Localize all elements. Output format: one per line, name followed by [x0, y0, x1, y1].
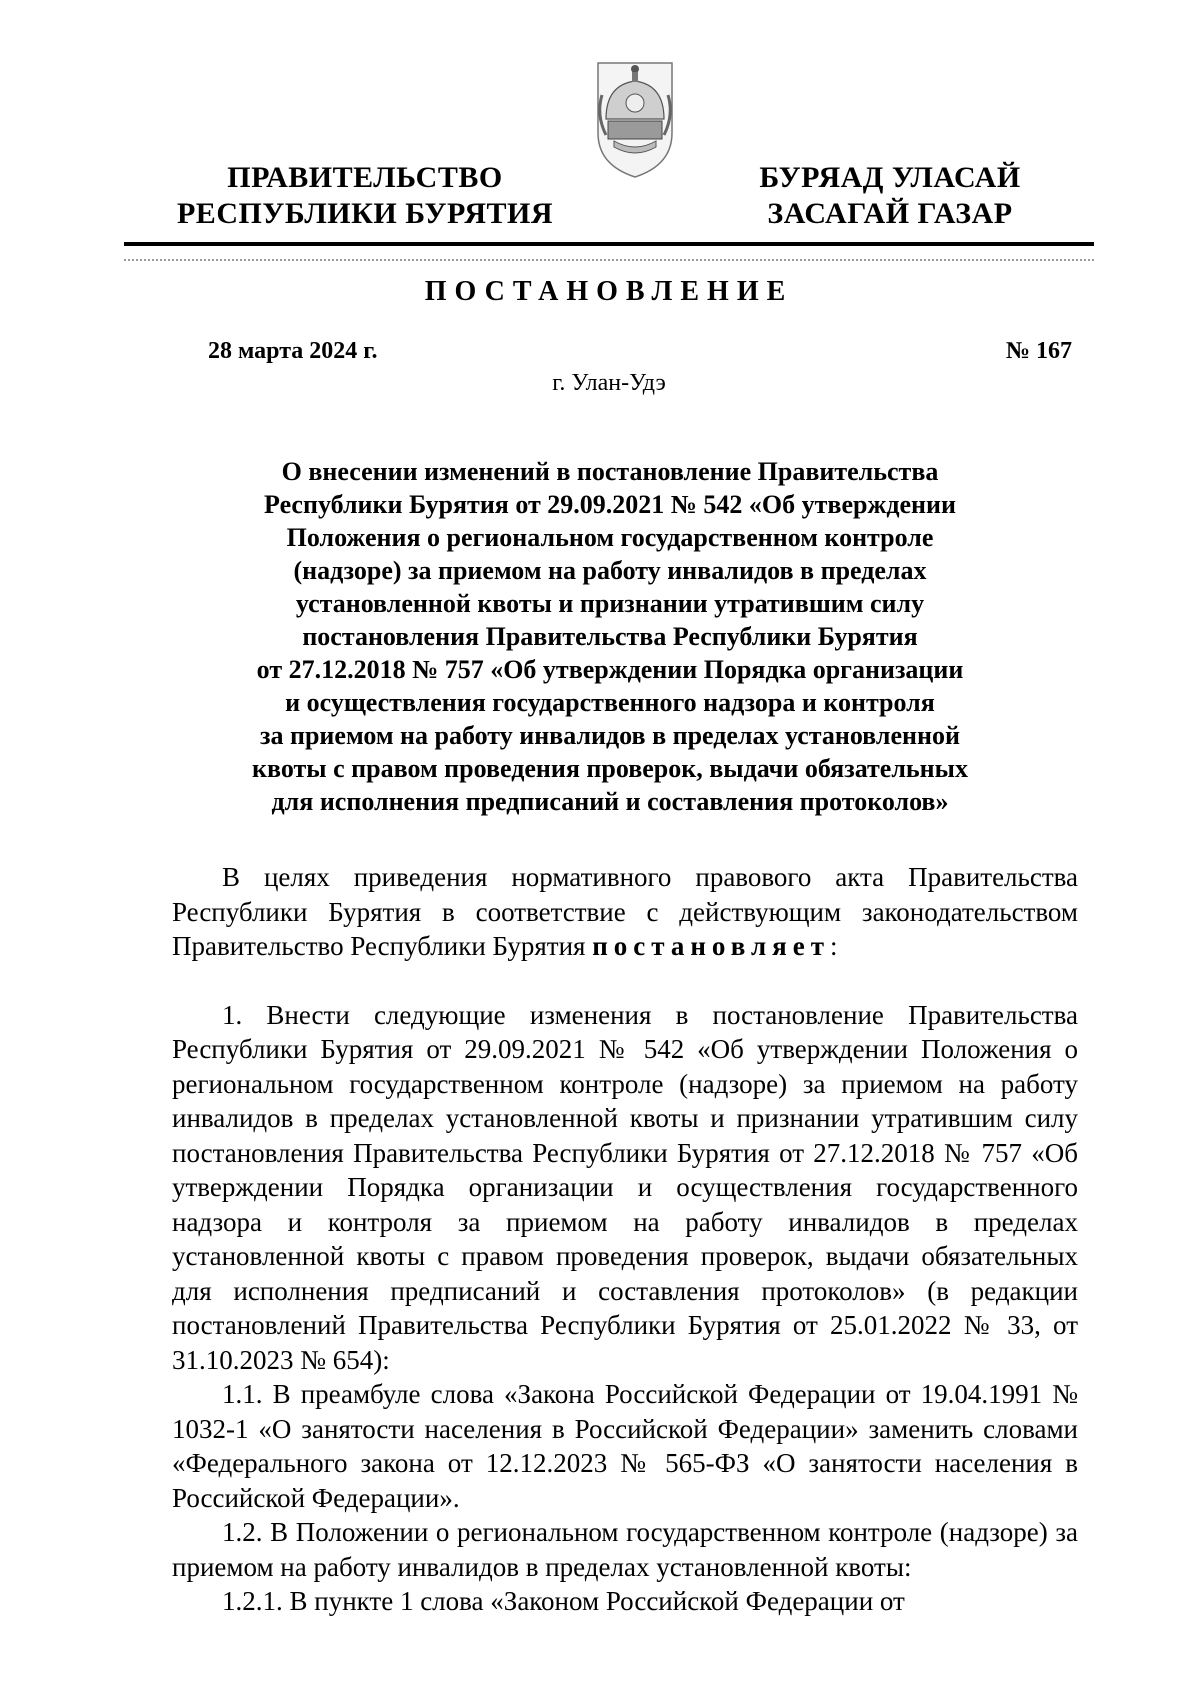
header-divider-dotted	[124, 259, 1094, 261]
document-date: 28 марта 2024 г.	[208, 338, 378, 364]
coat-of-arms-icon	[592, 55, 678, 181]
org-line: БУРЯАД УЛАСАЙ	[759, 161, 1021, 194]
preamble-colon: :	[829, 931, 838, 961]
resolves-word: постановляет	[592, 931, 830, 961]
document-city: г. Улан-Удэ	[552, 370, 666, 396]
document-body	[172, 860, 1078, 1619]
org-line: ПРАВИТЕЛЬСТВО	[227, 161, 503, 194]
title-line: от 27.12.2018 № 757 «Об утверждении Порядка организации	[256, 655, 964, 684]
document-title	[150, 455, 1070, 818]
title-line: за приемом на работу инвалидов в пределах установленной	[260, 721, 960, 750]
document-number: № 167	[1005, 338, 1072, 364]
header-divider	[124, 242, 1094, 246]
title-line: постановления Правительства Республики Бурятия	[302, 622, 918, 651]
title-line: (надзоре) за приемом на работу инвалидов в пределах	[293, 556, 927, 585]
paragraph-1-1: 1.1. В преамбуле слова «Закона Российской Федерации от 19.04.1991 № 1032-1 «О занятости населения в Российской Федерации» заменить словами «Федерального закона от 12.12.2023 № 565-ФЗ «О занятости населения в Российской Федерации».	[172, 1379, 1078, 1513]
title-line: для исполнения предписаний и составления протоколов»	[271, 787, 949, 816]
paragraph-1: 1. Внести следующие изменения в постановление Правительства Республики Бурятия от 29.09.2021 № 542 «Об утверждении Положения о региональном государственном контроле (надзоре) за приемом на работу инвалидов в пределах установленной квоты и признании утратившим силу постановления Правительства Республики Бурятия от 27.12.2018 № 757 «Об утверждении Порядка организации и осуществления государственного надзора и контроля за приемом на работу инвалидов в пределах установленной квоты с правом проведения проверок, выдачи обязательных для исполнения предписаний и составления протоколов» (в редакции постановлений Правительства Республики Бурятия от 25.01.2022 № 33, от 31.10.2023 № 654):	[172, 999, 1078, 1375]
preamble-paragraph	[172, 860, 1078, 964]
paragraph-1-2: 1.2. В Положении о региональном государственном контроле (надзоре) за приемом на работу инвалидов в пределах установленной квоты:	[172, 1517, 1078, 1582]
title-line: и осуществления государственного надзора и контроля	[285, 688, 935, 717]
government-name-buryat	[730, 160, 1050, 232]
org-line: РЕСПУБЛИКИ БУРЯТИЯ	[176, 197, 554, 230]
document-type: ПОСТАНОВЛЕНИЕ	[424, 276, 794, 307]
government-name-russian	[150, 160, 580, 232]
preamble-text: В целях приведения нормативного правового акта Правительства Республики Бурятия в соответствие с действующим законодательством Правительство Республики Бурятия	[172, 862, 1078, 961]
title-line: Республики Бурятия от 29.09.2021 № 542 «Об утверждении	[264, 490, 956, 519]
title-line: установленной квоты и признании утратившим силу	[295, 589, 925, 618]
title-line: О внесении изменений в постановление Правительства	[281, 457, 939, 486]
title-line: Положения о региональном государственном контроле	[286, 523, 934, 552]
org-line: ЗАСАГАЙ ГАЗАР	[767, 197, 1013, 230]
title-line: квоты с правом проведения проверок, выдачи обязательных	[252, 754, 968, 783]
paragraph-1-2-1: 1.2.1. В пункте 1 слова «Законом Российской Федерации от	[222, 1586, 905, 1616]
